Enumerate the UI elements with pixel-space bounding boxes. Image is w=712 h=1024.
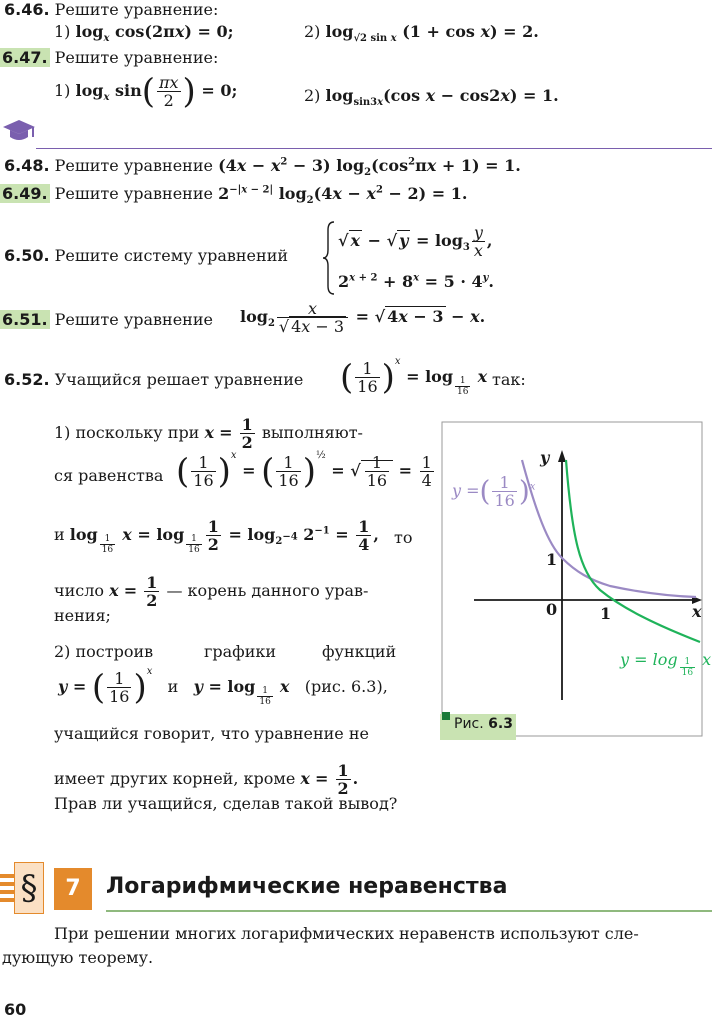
problem-6-48: 6.48. Решите уравнение $(4x - x^2 - 3)$ $\log_2(\cos^2\pi x + 1) = 1$. <box>4 156 521 179</box>
divider-rule <box>36 148 712 149</box>
problem-text: Решите уравнение <box>54 310 213 329</box>
problem-6-47 <box>0 48 218 67</box>
step-1-line-5: нения; <box>54 606 111 625</box>
text: и <box>54 525 65 544</box>
text: (рис. 6.3), <box>304 677 388 696</box>
problem-6-52-intro-end: так: <box>492 370 526 389</box>
problem-6-50 <box>4 246 288 265</box>
item-label: 2) <box>304 86 321 105</box>
text: имеет других корней, кроме <box>54 769 296 788</box>
problem-text: Решите уравнение <box>54 156 213 175</box>
item-label: 1) <box>54 81 71 100</box>
problem-number: 6.50. <box>4 246 50 265</box>
label: y = log <box>620 650 678 669</box>
problem-6-46-item-1: 1) $\log_x \cos(2\pi x) = 0$; <box>54 22 234 45</box>
purple-curve-label: y =( $\frac{1}{16}$ )$^x$ <box>452 473 536 510</box>
step-1-equalities: ( $\frac{1}{16}$ )$^x$ = ( $\frac{1}{16}$ )$^{\frac{1}{2}}$ = √ $\frac{1}{16}$ = $\frac{1}{4}$ <box>176 450 432 492</box>
step-1-line-3: и log $\frac{1}{16}$ x = log $\frac{1}{16}$ $\frac{1}{2}$ = $\log_{2^{-4}} 2^{-1}$ = $\frac{1}{4}$ , <box>54 517 379 555</box>
step-2-label-c: функций <box>322 642 397 661</box>
section-intro-line-2: дующую теорему. <box>2 948 154 967</box>
step-2-label-a: 2) построив <box>54 642 154 661</box>
problem-number: 6.52. <box>4 370 50 389</box>
step-1-line-4: число x = $\frac{1}{2}$ — корень данного урав- <box>54 573 369 610</box>
problem-6-49: 6.49. Решите уравнение $2^{-|x - 2|}$ $\log_2(4x - x^2 - 2) = 1$. <box>2 184 468 207</box>
figure-6-3 <box>440 420 712 740</box>
step-2-line-4: имеет других корней, кроме x = $\frac{1}{2}$ . <box>54 761 359 798</box>
problem-number: 6.46. <box>4 0 50 19</box>
figure-caption <box>454 716 513 732</box>
problem-text: Решите уравнение <box>54 184 213 203</box>
problem-6-47-item-1: 1) $\log_x \sin$( $\frac{\pi x}{2}$ ) = 0; <box>54 71 238 112</box>
problem-number: 6.47. <box>2 48 48 67</box>
step-1-line-3-end: то <box>394 528 413 547</box>
section-title: Логарифмические неравенства <box>106 874 508 899</box>
item-label: 1) <box>54 22 71 41</box>
text: и <box>167 677 179 696</box>
text: число <box>54 581 104 600</box>
problem-text: Учащийся решает уравнение <box>54 370 304 389</box>
tick-one-y: 1 <box>546 550 558 569</box>
problem-number: 6.51. <box>2 310 48 329</box>
section-symbol-box <box>14 862 44 914</box>
tick-one-x: 1 <box>600 604 612 623</box>
text: выполняют- <box>261 423 363 442</box>
text: ся равенства <box>54 466 164 485</box>
problem-6-51-equation: $\log_2$ $\frac{x}{√ 4x - 3}$ = √ 4x − 3 − x. <box>240 299 486 336</box>
problem-6-51 <box>0 310 213 329</box>
step-2-line-3: учащийся говорит, что уравнение не <box>54 724 369 743</box>
problem-number: 6.49. <box>2 184 48 203</box>
caption-number: 6.3 <box>488 716 513 732</box>
system-eq-2: $2^{x + 2} + 8^x = 5 \cdot 4^y$. <box>338 272 494 291</box>
page-number: 60 <box>4 1000 27 1019</box>
problem-6-46-item-2: 2) $\log_{√2 sin x} (1 + \cos x) = 2$. <box>304 22 539 45</box>
problem-6-52-equation: ( $\frac{1}{16}$ )$^x$ = log $\frac{1}{16}$ x <box>340 356 488 398</box>
green-curve-label: y = log $\frac{1}{16}$ x <box>620 650 712 678</box>
text: 1) поскольку при <box>54 423 200 442</box>
item-label: 2) <box>304 22 321 41</box>
problem-text: Решите уравнение: <box>54 0 219 19</box>
problem-6-52 <box>4 370 303 389</box>
problem-number: 6.48. <box>4 156 50 175</box>
caption-label: Рис. <box>454 716 484 732</box>
step-2-functions: y = ( $\frac{1}{16}$ )$^x$ и y = log $\frac{1}{16}$ x (рис. 6.3), <box>58 666 388 708</box>
text: — корень данного урав- <box>166 581 369 600</box>
section-rule <box>106 910 712 912</box>
section-stripes <box>0 870 14 906</box>
problem-6-47-item-2: 2) $\log_{sin3x}(\cos$ x − cos2x) = 1. <box>304 86 559 109</box>
section-number-box <box>54 868 92 910</box>
system-eq-1: √ x − √ $y = \log_3$ $\frac{y}{x}$ , <box>338 223 493 260</box>
figure-graph <box>440 420 712 740</box>
problem-text: Решите систему уравнений <box>54 246 289 265</box>
section-number: 7 <box>65 876 81 901</box>
tick-zero: 0 <box>546 600 558 619</box>
section-intro-line-1: При решении многих логарифмических неравенств используют сле- <box>54 924 639 943</box>
step-1-line-1: 1) поскольку при x = $\frac{1}{2}$ выполняют- <box>54 415 363 452</box>
problem-text: Решите уравнение: <box>54 48 219 67</box>
label: y = <box>452 481 480 500</box>
section-symbol: § <box>20 868 38 908</box>
step-2-label-b: графики <box>204 642 277 661</box>
axis-y-label: y <box>540 448 550 467</box>
graduation-cap-icon <box>2 118 36 144</box>
axis-x-label: x <box>692 602 702 621</box>
step-1-line-2 <box>54 466 163 485</box>
question-line: Прав ли учащийся, сделав такой вывод? <box>54 794 398 813</box>
system-brace <box>322 220 336 300</box>
problem-6-46 <box>4 0 218 19</box>
